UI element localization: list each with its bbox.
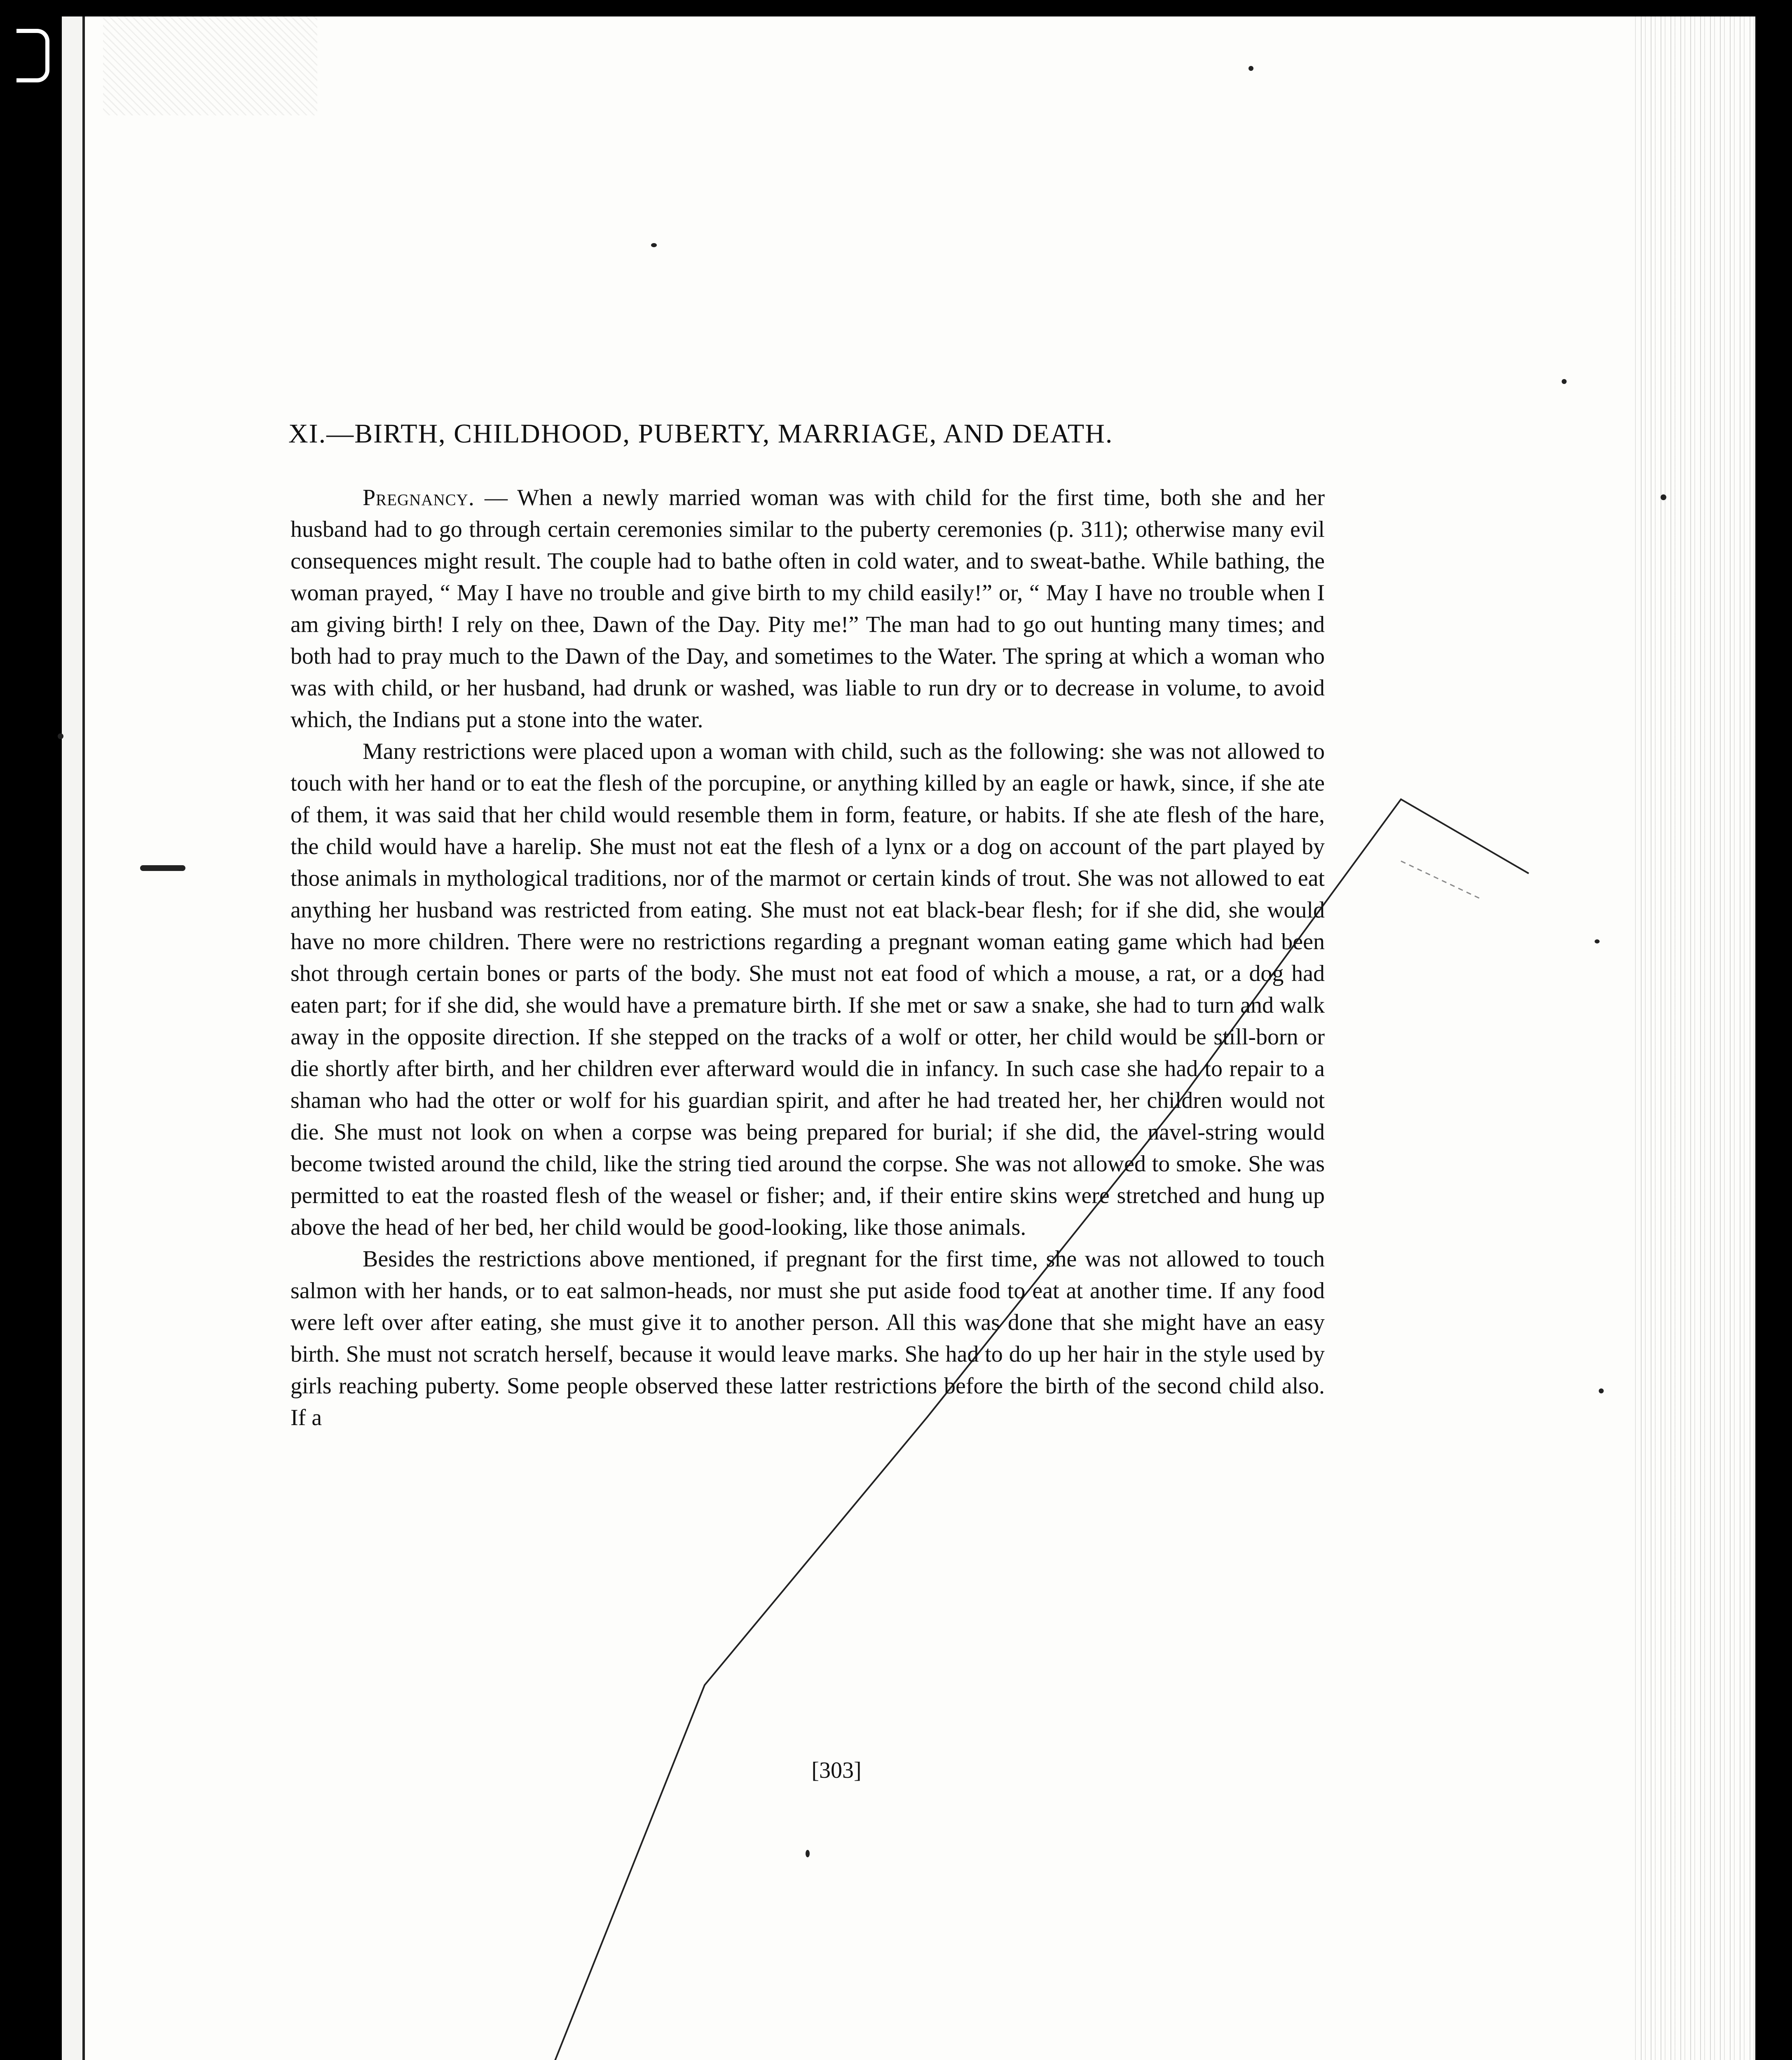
paragraph-first-pregnancy (290, 1243, 1325, 1434)
scanned-page (62, 16, 1755, 2060)
paragraph-text: — When a newly married woman was with child for the first time, both she and her husband had to go through certain ceremonies similar to the puberty ceremonies (p. 311); otherwise many evil consequences might result. The couple had to bathe often in cold water, and to sweat-bathe. While bathing, the woman prayed, “ May I have no trouble and give birth to my child easily!” or, “ May I have no trouble when I am giving birth! I rely on thee, Dawn of the Day. Pity me!” The man had to go out hunting many times; and both had to pray much to the Dawn of the Day, and sometimes to the Water. The spring at which a woman who was with child, or her husband, had drunk or washed, was liable to run dry or to decrease in volume, to avoid which, the Indians put a stone into the water. (290, 485, 1325, 733)
paragraph-restrictions (290, 736, 1325, 1243)
page-number: [303] (811, 1758, 862, 1783)
body-text (290, 482, 1325, 1434)
paragraph-lead: Pregnancy. (363, 485, 475, 510)
scan-speck (58, 733, 63, 739)
page-tab-mark (16, 29, 49, 82)
scan-speck (1595, 939, 1600, 943)
scan-speck (1661, 494, 1666, 500)
scan-speck (651, 243, 657, 247)
paragraph-text: Many restrictions were placed upon a woman with child, such as the following: she was not allowed to touch with her hand or to eat the flesh of the porcupine, or anything killed by an eagle or hawk, since, if she ate of them, it was said that her child would resemble them in form, feature, or habits. If she ate flesh of the hare, the child would have a harelip. She must not eat the flesh of a lynx or a dog on account of the part played by those animals in mythological traditions, nor of the marmot or certain kinds of trout. She was not allowed to eat anything her husband was restricted from eating. She must not eat black-bear flesh; for if she did, she would have no more children. There were no restrictions regarding a pregnant woman eating game which had been shot through certain bones or parts of the body. She must not eat food of which a mouse, a rat, or a dog had eaten part; for if she did, she would have a premature birth. If she met or saw a snake, she had to turn and walk away in the opposite direction. If she stepped on the tracks of a wolf or otter, her child would be still-born or die shortly after birth, and her children ever afterward would die in infancy. In such case she had to repair to a shaman who had the otter or wolf for his guardian spirit, and after he had treated her, her children would not die. She must not look on when a corpse was being prepared for burial; if she did, the navel-string would become twisted around the child, like the string tied around the corpse. She was not allowed to smoke. She was permitted to eat the roasted flesh of the weasel or fisher; and, if their entire skins were stretched and hung up above the head of her bed, her child would be good-looking, like those animals. (290, 739, 1325, 1240)
chapter-title: XI.—BIRTH, CHILDHOOD, PUBERTY, MARRIAGE, AND DEATH. (288, 419, 1113, 449)
scan-speck (806, 1850, 810, 1857)
paragraph-pregnancy (290, 482, 1325, 736)
scan-speck (1249, 66, 1253, 71)
scan-speck (1562, 379, 1567, 384)
scan-speck (140, 865, 185, 871)
scan-speck (1599, 1388, 1604, 1393)
paragraph-text: Besides the restrictions above mentioned, if pregnant for the first time, she was not allowed to touch salmon with her hands, or to eat salmon-heads, nor must she put aside food to eat at another time. If any food were left over after eating, she must give it to another person. All this was done that she might have an easy birth. She must not scratch herself, because it would leave marks. She had to do up her hair in the style used by girls reaching puberty. Some people observed these latter restrictions before the birth of the second child also. If a (290, 1246, 1325, 1430)
